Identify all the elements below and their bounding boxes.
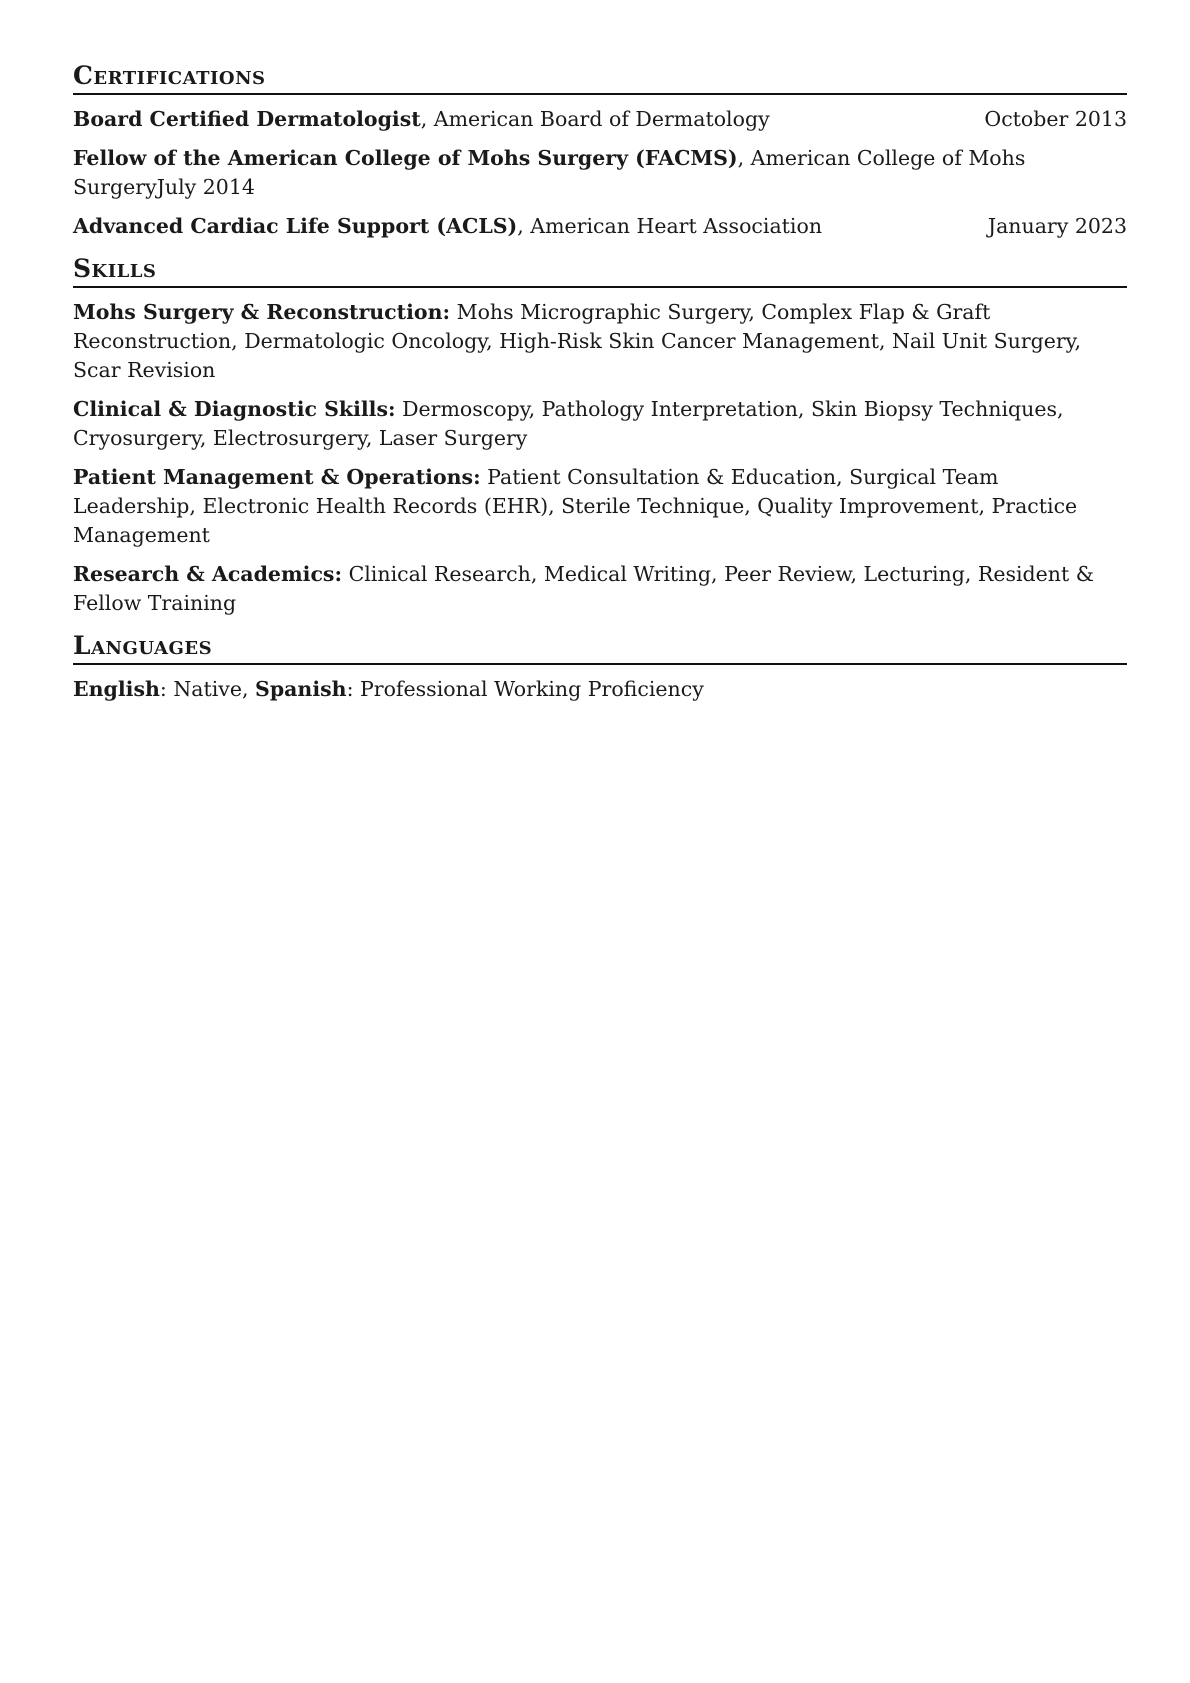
languages-section (73, 632, 1127, 704)
skill-group-text: Clinical Research, Medical Writing, Peer Review, Lecturing, Resident & Fellow Training (73, 562, 1095, 615)
certification-name: Fellow of the American College of Mohs Surgery (FACMS) (73, 146, 738, 170)
language-spanish-level: : Professional Working Proficiency (346, 677, 704, 701)
certification-entry (73, 212, 1127, 241)
certification-issuer: , American College of Mohs Surgery (73, 146, 1026, 199)
certification-date: October 2013 (984, 107, 1127, 131)
languages-line (73, 675, 1127, 704)
certification-issuer: , American Board of Dermatology (420, 107, 770, 131)
resume-page (73, 62, 1127, 714)
skill-group (73, 560, 1127, 618)
certifications-section (73, 62, 1127, 241)
skill-group-label: Clinical & Diagnostic Skills: (73, 397, 396, 421)
language-spanish: Spanish (255, 677, 347, 701)
certification-issuer: , American Heart Association (517, 214, 823, 238)
certification-entry (73, 105, 1127, 134)
certification-date: July 2014 (156, 175, 255, 199)
skills-section (73, 255, 1127, 618)
skill-group-label: Research & Academics: (73, 562, 343, 586)
skill-group-text: Patient Consultation & Education, Surgical Team Leadership, Electronic Health Records (EHR), Sterile Technique, Quality Improvement, Practice Management (73, 465, 1078, 547)
certification-name: Advanced Cardiac Life Support (ACLS) (73, 214, 518, 238)
skill-group-label: Patient Management & Operations: (73, 465, 481, 489)
languages-heading: Languages (73, 632, 1127, 665)
skill-group-label: Mohs Surgery & Reconstruction: (73, 300, 451, 324)
skill-group (73, 395, 1127, 453)
skill-group-text: Dermoscopy, Pathology Interpretation, Skin Biopsy Techniques, Cryosurgery, Electrosurgery, Laser Surgery (73, 397, 1064, 450)
skills-heading: Skills (73, 255, 1127, 288)
certification-date: January 2023 (987, 214, 1127, 238)
skill-group (73, 463, 1127, 550)
skill-group (73, 298, 1127, 385)
certification-name: Board Certified Dermatologist (73, 107, 421, 131)
language-english: English (73, 677, 160, 701)
language-english-level: : Native, (159, 677, 256, 701)
certifications-heading: Certifications (73, 62, 1127, 95)
skill-group-text: Mohs Micrographic Surgery, Complex Flap & Graft Reconstruction, Dermatologic Oncology, High-Risk Skin Cancer Management, Nail Unit Surgery, Scar Revision (73, 300, 1082, 382)
certification-entry (73, 144, 1127, 202)
